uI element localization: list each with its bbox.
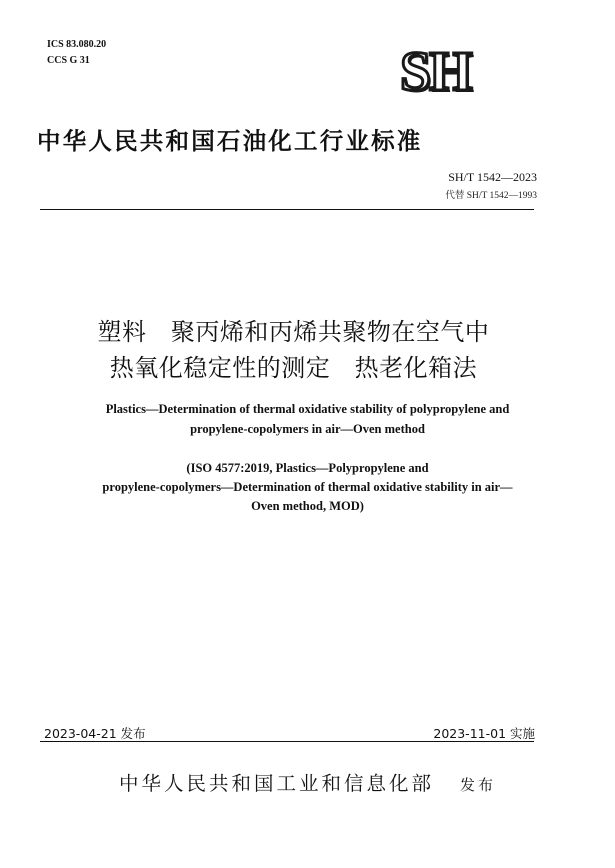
header-divider: [40, 209, 534, 210]
iso-reference-line-1: (ISO 4577:2019, Plastics—Polypropylene and: [186, 461, 429, 475]
iso-reference-line-2: propylene-copolymers—Determination of thermal oxidative stability in air—: [102, 480, 513, 494]
english-title-line-2: propylene-copolymers in air—Oven method: [190, 422, 425, 436]
issue-action: 发布: [460, 778, 497, 794]
issue-date: 2023-04-21 发布: [44, 726, 146, 741]
ccs-code: CCS G 31: [47, 55, 90, 66]
sh-logo-text: SH: [400, 41, 471, 103]
english-title-line-1: Plastics—Determination of thermal oxidative stability of polypropylene and: [105, 402, 510, 416]
chinese-title-line-1: 塑料 聚丙烯和丙烯共聚物在空气中: [97, 318, 490, 346]
replaced-standard: 代替 SH/T 1542—1993: [445, 191, 537, 201]
standard-category-title: 中华人民共和国石油化工行业标准: [37, 127, 423, 155]
iso-reference-line-3: Oven method, MOD): [251, 499, 364, 513]
footer-divider: [40, 741, 534, 742]
issuer-line: [0, 768, 615, 796]
ics-code: ICS 83.080.20: [47, 39, 107, 50]
standard-code: SH/T 1542—2023: [448, 170, 537, 184]
sh-logo: [400, 41, 520, 103]
chinese-title-line-2: 热氧化稳定性的测定 热老化箱法: [109, 354, 478, 382]
implementation-date: 2023-11-01 实施: [433, 726, 535, 741]
issuing-organization: 中华人民共和国工业和信息化部: [118, 774, 434, 795]
